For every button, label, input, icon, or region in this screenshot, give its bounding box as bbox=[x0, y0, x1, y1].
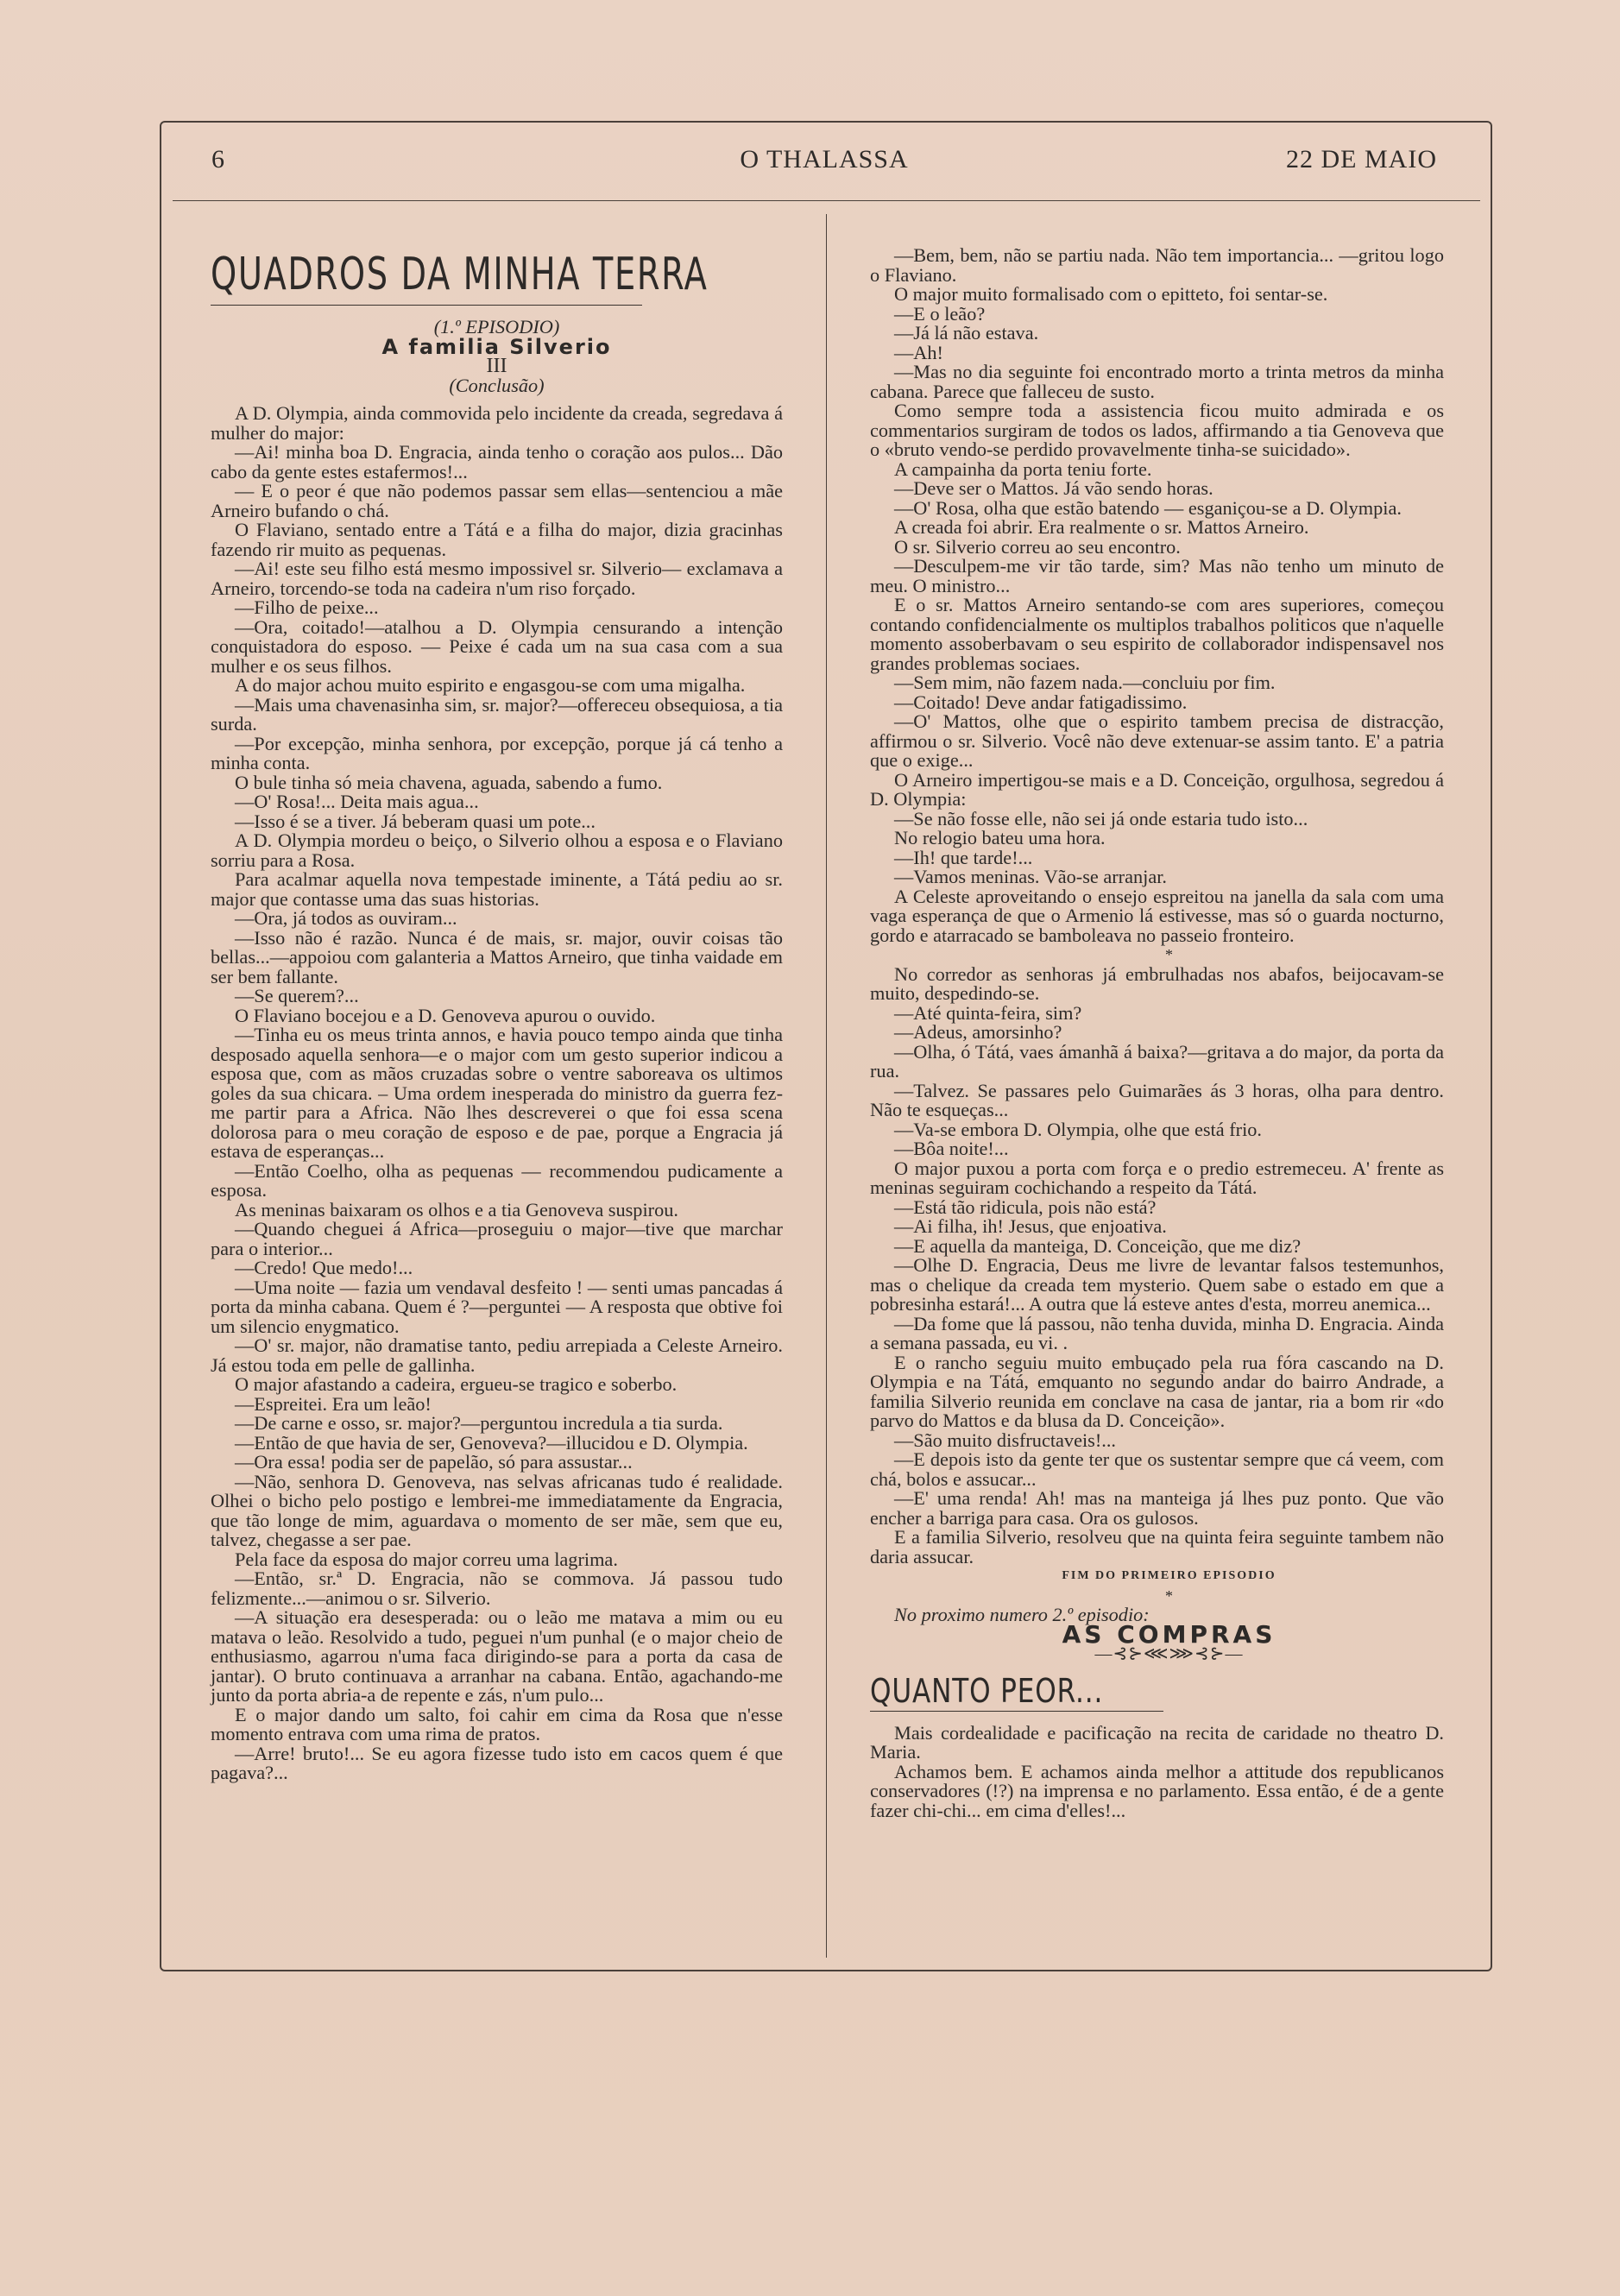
page-number: 6 bbox=[211, 145, 225, 173]
paragraph: —Olha, ó Tátá, vaes ámanhã á baixa?—gritava a do major, da porta da rua. bbox=[870, 1040, 1444, 1082]
paragraph: —O' Rosa, olha que estão batendo — esganiçou-se a D. Olympia. bbox=[894, 496, 1402, 519]
paragraph: —O' sr. major, não dramatise tanto, pediu arrepiada a Celeste Arneiro. Já estou toda em pelle de gallinha. bbox=[211, 1334, 783, 1376]
paragraph: —Credo! Que medo!... bbox=[235, 1257, 413, 1278]
paragraph: —Por excepção, minha senhora, por excepção, porque já cá tenho a minha conta. bbox=[211, 732, 783, 773]
paragraph: A D. Olympia mordeu o beiço, o Silverio olhou a esposa e o Flaviano sorriu para a Rosa. bbox=[211, 829, 783, 871]
paragraph: —Espreitei. Era um leão! bbox=[235, 1392, 432, 1415]
paragraph: —E depois isto da gente ter que os sustentar sempre que cá veem, com chá, bolos e assucar... bbox=[870, 1448, 1444, 1490]
paragraph: —E' uma renda! Ah! mas na manteiga já lhes puz ponto. Que vão encher a barriga para casa. Ora os gulosos. bbox=[870, 1487, 1444, 1529]
paragraph: O sr. Silverio correu ao seu encontro. bbox=[894, 535, 1181, 558]
paragraph: —Ora, já todos as ouviram... bbox=[235, 907, 457, 929]
section-title: QUADROS DA MINHA TERRA bbox=[211, 249, 709, 300]
paragraph: —Ora essa! podia ser de papelão, só para assustar... bbox=[235, 1451, 633, 1473]
column-divider bbox=[826, 214, 827, 1958]
issue-date: 22 DE MAIO bbox=[1286, 145, 1437, 173]
paragraph: —São muito disfructaveis!... bbox=[894, 1429, 1116, 1451]
paragraph: O Arneiro impertigou-se mais e a D. Conceição, orgulhosa, segredou á D. Olympia: bbox=[870, 768, 1444, 810]
paragraph: O bule tinha só meia chavena, aguada, sabendo a fumo. bbox=[235, 771, 663, 793]
paragraph: —Filho de peixe... bbox=[235, 596, 379, 618]
paragraph: O major puxou a porta com força e o predio estremeceu. A' frente as meninas seguiram cochichando a respeito da Tátá. bbox=[870, 1157, 1444, 1198]
paragraph: A creada foi abrir. Era realmente o sr. Mattos Arneiro. bbox=[894, 516, 1309, 538]
paragraph: E o sr. Mattos Arneiro sentando-se com ares superiores, começou contando confidencialmente os multiplos trabalhos politicos que n'aquelle momento assoberbavam o seu espirito de collaborador indispensavel nos grandes problemas sociaes. bbox=[870, 594, 1444, 674]
paragraph: E a familia Silverio, resolveu que na quinta feira seguinte tambem não daria assucar. bbox=[870, 1526, 1444, 1567]
paragraph: —Ai! este seu filho está mesmo impossivel sr. Silverio— exclamava a Arneiro, torcendo-se toda na cadeira n'um riso forçado. bbox=[211, 558, 783, 599]
paragraph: —Tinha eu os meus trinta annos, e havia pouco tempo ainda que tinha desposado aquella senhora—e o major com um gesto superior indicou a esposa que, com as mãos cruzadas sobre o ventre saboreava os ultimos goles da sua chicara. – Uma ordem inesperada do ministro da guerra fez-me partir para a Africa. Não lhes descreverei o que foi essa scena dolorosa para o meu coração de esposo e de pae, porque a Engracia já estava de esperanças... bbox=[211, 1024, 783, 1162]
paragraph: E o rancho seguiu muito embuçado pela rua fóra cascando na D. Olympia e na Tátá, emquanto no segundo andar do bairro Andrade, a familia Silverio reunida em conclave na casa de jantar, ria a bom rir «do parvo do Mattos e da blusa da D. Conceição». bbox=[870, 1351, 1444, 1431]
left-article-body bbox=[211, 404, 783, 1783]
paragraph: —Então Coelho, olha as pequenas — recommendou pudicamente a esposa. bbox=[211, 1159, 783, 1201]
next-episode-title: AS COMPRAS bbox=[1062, 1619, 1276, 1649]
paragraph: —Va-se embora D. Olympia, olhe que está frio. bbox=[894, 1118, 1262, 1140]
section2-underline bbox=[870, 1711, 1163, 1712]
paragraph: —O' Rosa!... Deita mais agua... bbox=[235, 791, 479, 812]
section2-body bbox=[870, 1721, 1444, 1821]
paragraph: —E o leão? bbox=[894, 302, 986, 325]
paragraph: No corredor as senhoras já embrulhadas nos abafos, beijocavam-se muito, despedindo-se. bbox=[870, 962, 1444, 1004]
paragraph: —Mais uma chavenasinha sim, sr. major?—offereceu obsequiosa, a tia surda. bbox=[211, 693, 783, 735]
title-underline bbox=[211, 305, 642, 306]
right-column bbox=[870, 246, 1444, 1820]
paragraph: —Já lá não estava. bbox=[894, 322, 1039, 344]
next-episode-label: No proximo numero 2.º episodio: bbox=[894, 1604, 1150, 1625]
part-number: III bbox=[486, 355, 507, 377]
paragraph: —Uma noite — fazia um vendaval desfeito ! — senti umas pancadas á porta da minha cabana. Quem é ?—perguntei — A resposta que obtive foi um silencio enygmatico. bbox=[211, 1276, 783, 1337]
paragraph: —Isso não é razão. Nunca é de mais, sr. major, ouvir coisas tão bellas...—appoiou com galanteria a Mattos Arneiro, que tinha vaidade em ser bem fallante. bbox=[211, 926, 783, 987]
paragraph: Pela face da esposa do major correu uma lagrima. bbox=[235, 1548, 618, 1570]
paragraph: —Ai filha, ih! Jesus, que enjoativa. bbox=[894, 1215, 1167, 1237]
paragraph: —Ah! bbox=[894, 341, 943, 363]
paragraph: —Ora, coitado!—atalhou a D. Olympia censurando a intenção conquistadora do esposo. — Peixe é cada um na sua casa com a sua mulher e os seus filhos. bbox=[211, 615, 783, 677]
paragraph: O Flaviano bocejou e a D. Genoveva apurou o ouvido. bbox=[235, 1004, 656, 1026]
paragraph: —Até quinta-feira, sim? bbox=[894, 1001, 1082, 1024]
paragraph: O Flaviano, sentado entre a Tátá e a filha do major, dizia gracinhas fazendo rir muito as pequenas. bbox=[211, 519, 783, 560]
paragraph: —Da fome que lá passou, não tenha duvida, minha D. Engracia. Ainda a semana passada, eu vi. . bbox=[870, 1312, 1444, 1353]
paragraph: —Vamos meninas. Vão-se arranjar. bbox=[894, 866, 1167, 887]
right-article-body bbox=[870, 246, 1444, 945]
paragraph: —Ai! minha boa D. Engracia, ainda tenho o coração aos pulos... Dão cabo da gente estes estafermos!... bbox=[211, 441, 783, 483]
section-star: * bbox=[1165, 946, 1173, 963]
left-column bbox=[211, 246, 783, 1783]
paragraph: —Então de que havia de ser, Genoveva?—illucidou e D. Olympia. bbox=[235, 1431, 748, 1454]
paragraph: —Sem mim, não fazem nada.—concluiu por fim. bbox=[894, 672, 1276, 693]
paragraph: —Isso é se a tiver. Já beberam quasi um pote... bbox=[235, 810, 596, 832]
paragraph: Mais cordealidade e pacificação na recita de caridade no theatro D. Maria. bbox=[870, 1721, 1444, 1763]
episode-label: (1.º EPISODIO) bbox=[433, 316, 560, 337]
section2-title: QUANTO PEOR... bbox=[870, 1671, 1104, 1710]
paragraph: —De carne e osso, sr. major?—perguntou incredula a tia surda. bbox=[235, 1412, 723, 1434]
paragraph: —Se não fosse elle, não sei já onde estaria tudo isto... bbox=[894, 807, 1308, 829]
paragraph: —Arre! bruto!... Se eu agora fizesse tudo isto em cacos quem é que pagava?... bbox=[211, 1742, 783, 1783]
paragraph: A campainha da porta teniu forte. bbox=[894, 457, 1152, 480]
header-rule bbox=[173, 200, 1480, 201]
paragraph: A D. Olympia, ainda commovida pelo incidente da creada, segredava á mulher do major: bbox=[211, 402, 783, 444]
paragraph: —Adeus, amorsinho? bbox=[894, 1021, 1062, 1043]
paragraph: —Não, senhora D. Genoveva, nas selvas africanas tudo é realidade. Olhei o bicho pelo postigo e lembrei-me immediatamente da Engracia, que tão longe de mim, aguardava o momento de ser mãe, sem que eu, talvez, chegasse a ser pae. bbox=[211, 1470, 783, 1550]
paragraph: — E o peor é que não podemos passar sem ellas—sentenciou a mãe Arneiro bufando o chá. bbox=[211, 480, 783, 521]
story-title: A familia Silverio bbox=[381, 334, 612, 359]
paragraph: O major muito formalisado com o epitteto, foi sentar-se. bbox=[894, 283, 1328, 305]
paragraph: —Bem, bem, não se partiu nada. Não tem importancia... —gritou logo o Flaviano. bbox=[870, 244, 1444, 286]
paragraph: —O' Mattos, olhe que o espirito tambem precisa de distracção, affirmou o sr. Silverio. Você não deve extenuar-se assim tanto. E' a patria que o exige... bbox=[870, 710, 1444, 771]
paragraph: —Quando cheguei á Africa—proseguiu o major—tive que marchar para o interior... bbox=[211, 1218, 783, 1259]
paragraph: —Então, sr.ª D. Engracia, não se commova. Já passou tudo felizmente...—animou o sr. Silverio. bbox=[211, 1567, 783, 1609]
page-header bbox=[160, 138, 1489, 190]
paragraph: No relogio bateu uma hora. bbox=[894, 827, 1106, 848]
end-of-episode: FIM DO PRIMEIRO EPISODIO bbox=[1062, 1569, 1276, 1582]
paragraph: —Desculpem-me vir tão tarde, sim? Mas não tenho um minuto de meu. O ministro... bbox=[870, 555, 1444, 596]
conclusion-label: (Conclusão) bbox=[449, 374, 545, 396]
section-star-2: * bbox=[1165, 1586, 1173, 1605]
paragraph: Para acalmar aquella nova tempestade iminente, a Tátá pediu ao sr. major que contasse uma das suas historias. bbox=[211, 868, 783, 910]
paragraph: —Olhe D. Engracia, Deus me livre de levantar falsos testemunhos, mas o chelique da creada tem mysterio. Quem sabe o estado em que a pobresinha estará!... A outra que lá esteve antes d'esta, morreu anemica... bbox=[870, 1254, 1444, 1315]
paragraph: —Está tão ridicula, pois não está? bbox=[894, 1195, 1157, 1218]
paragraph: As meninas baixaram os olhos e a tia Genoveva suspirou. bbox=[235, 1198, 678, 1221]
paragraph: Achamos bem. E achamos ainda melhor a attitude dos republicanos conservadores (!?) na imprensa e no parlamento. Essa então, é de a gente fazer chi-chi... em cima d'elles!... bbox=[870, 1760, 1444, 1821]
ornament-divider: —⊰⊱⋘⋙⊰⊱— bbox=[1094, 1644, 1244, 1663]
paragraph: O major afastando a cadeira, ergueu-se tragico e soberbo. bbox=[235, 1373, 678, 1395]
right-article-body-continued bbox=[870, 962, 1444, 1567]
paragraph: A Celeste aproveitando o ensejo espreitou na janella da sala com uma vaga esperança de que o Armenio lá estivesse, mas só o guarda nocturno, gordo e atarracado se bamboleava no passeio fronteiro. bbox=[870, 885, 1444, 946]
paragraph: —Mas no dia seguinte foi encontrado morto a trinta metros da minha cabana. Parece que falleceu de susto. bbox=[870, 361, 1444, 402]
paragraph: A do major achou muito espirito e engasgou-se com uma migalha. bbox=[235, 674, 746, 696]
paragraph: Como sempre toda a assistencia ficou muito admirada e os commentarios surgiram de todos os lados, affirmando a tia Genoveva que o «bruto vendo-se perdido provavelmente tinha-se suicidado». bbox=[870, 400, 1444, 460]
paragraph: —Se querem?... bbox=[235, 985, 359, 1006]
paragraph: —Coitado! Deve andar fatigadissimo. bbox=[894, 691, 1188, 713]
paragraph: —Bôa noite!... bbox=[894, 1138, 1009, 1159]
paragraph: —Deve ser o Mattos. Já vão sendo horas. bbox=[894, 477, 1213, 499]
paragraph: —E aquella da manteiga, D. Conceição, que me diz? bbox=[894, 1234, 1302, 1257]
paragraph: E o major dando um salto, foi cahir em cima da Rosa que n'esse momento entrava com uma rima de pratos. bbox=[211, 1703, 783, 1744]
paragraph: —Ih! que tarde!... bbox=[894, 846, 1033, 868]
masthead: O THALASSA bbox=[740, 145, 909, 173]
paragraph: —Talvez. Se passares pelo Guimarães ás 3 horas, olha para dentro. Não te esqueças... bbox=[870, 1079, 1444, 1120]
paragraph: —A situação era desesperada: ou o leão me matava a mim ou eu matava o leão. Resolvido a tudo, peguei n'um punhal (e o major cheio de enthusiasmo, agarrou n'uma faca dirigindo-se para a porta da casa de jantar). O bruto continuava a arranhar na cabana. Então, agachando-me junto da porta abria-a de repente e zás, n'um pulo... bbox=[211, 1606, 783, 1706]
